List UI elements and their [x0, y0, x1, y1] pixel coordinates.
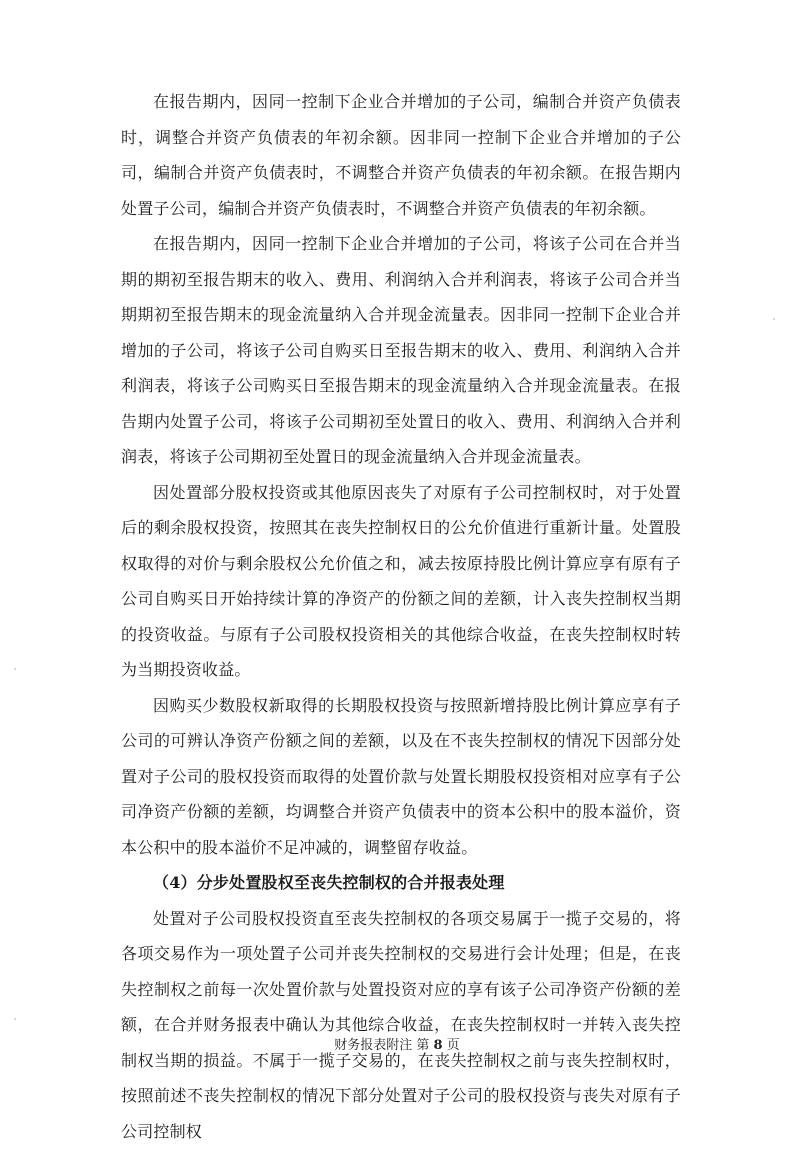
paragraph-consolidated-income-statement: 在报告期内，因同一控制下企业合并增加的子公司，将该子公司在合并当期的期初至报告期末的收入、费用、利润纳入合并利润表，将该子公司合并当期期初至报告期末的现金流量纳入合并现金流量表。因非同一控制下企业合并增加的子公司，将该子公司自购买日至报告期末的收入、费用、利润纳入合并利润表，将该子公司购买日至报告期末的现金流量纳入合并现金流量表。在报告期内处置子公司，将该子公司期初至处置日的收入、费用、利润纳入合并利润表，将该子公司期初至处置日的现金流量纳入合并现金流量表。: [121, 226, 681, 475]
scan-speck: [773, 318, 775, 320]
scan-speck: [14, 668, 16, 670]
footer-suffix: 页: [443, 1038, 460, 1053]
paragraph-loss-of-control: 因处置部分股权投资或其他原因丧失了对原有子公司控制权时，对于处置后的剩余股权投资，按照其在丧失控制权日的公允价值进行重新计量。处置股权取得的对价与剩余股权公允价值之和，减去按原持股比例计算应享有原有子公司自购买日开始持续计算的净资产的份额之间的差额，计入丧失控制权当期的投资收益。与原有子公司股权投资相关的其他综合收益，在丧失控制权时转为当期投资收益。: [121, 475, 681, 688]
page-footer: [0, 1034, 794, 1053]
section-heading: （4）分步处置股权至丧失控制权的合并报表处理: [121, 865, 681, 901]
page-number: 8: [434, 1038, 443, 1053]
footer-prefix: 财务报表附注 第: [334, 1038, 433, 1053]
paragraph-consolidated-balance-sheet: 在报告期内，因同一控制下企业合并增加的子公司，编制合并资产负债表时，调整合并资产负债表的年初余额。因非同一控制下企业合并增加的子公司，编制合并资产负债表时，不调整合并资产负债表的年初余额。在报告期内处置子公司，编制合并资产负债表时，不调整合并资产负债表的年初余额。: [121, 84, 681, 226]
document-body: [121, 84, 681, 1149]
paragraph-minority-interest: 因购买少数股权新取得的长期股权投资与按照新增持股比例计算应享有子公司的可辨认净资产份额之间的差额，以及在不丧失控制权的情况下因部分处置对子公司的股权投资而取得的处置价款与处置长期股权投资相对应享有子公司净资产份额的差额，均调整合并资产负债表中的资本公积中的股本溢价，资本公积中的股本溢价不足冲减的，调整留存收益。: [121, 688, 681, 866]
paragraph-stepwise-disposal: 处置对子公司股权投资直至丧失控制权的各项交易属于一揽子交易的，将各项交易作为一项处置子公司并丧失控制权的交易进行会计处理；但是，在丧失控制权之前每一次处置价款与处置投资对应的享有该子公司净资产份额的差额，在合并财务报表中确认为其他综合收益，在丧失控制权时一并转入丧失控制权当期的损益。不属于一揽子交易的，在丧失控制权之前与丧失控制权时，按照前述不丧失控制权的情况下部分处置对子公司的股权投资与丧失对原有子公司控制权: [121, 901, 681, 1149]
scan-speck: [14, 1018, 16, 1020]
